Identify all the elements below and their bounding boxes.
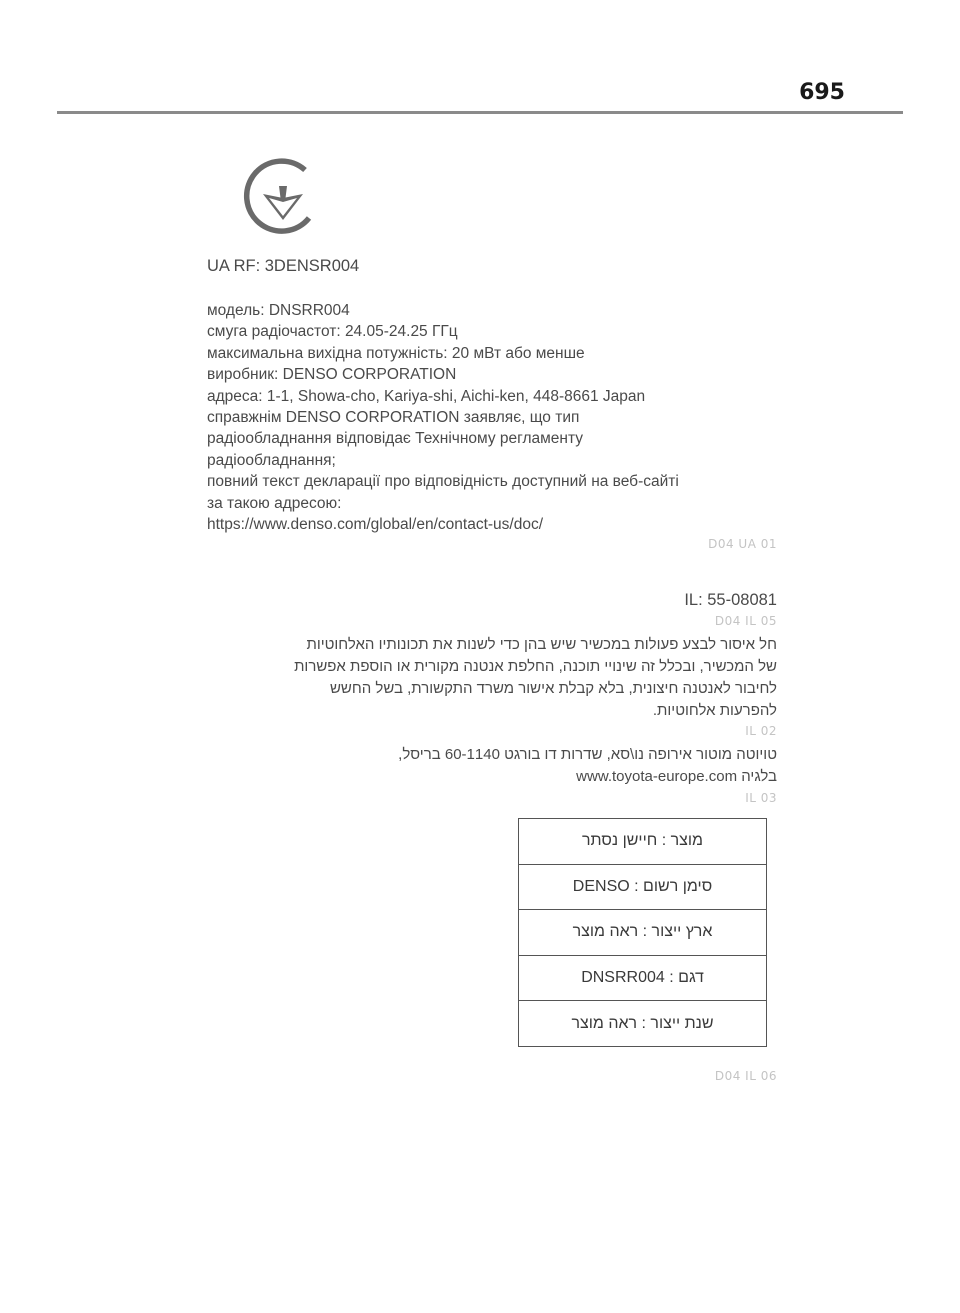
il-notice-line: להפרעות אלחוטיות.	[652, 702, 777, 719]
il-notice-line: לחיבור לאנטנה חיצונית, בלא קבלת אישור משרד התקשורת, בשל החשש	[329, 680, 777, 697]
toyota-address-line: בלגיה www.toyota-europe.com	[576, 768, 777, 785]
section-code-il03: IL 03	[745, 791, 777, 805]
header-rule	[57, 111, 903, 114]
ua-line: максимальна вихідна потужність: 20 мВт або менше	[207, 344, 585, 362]
section-code-ua01: D04 UA 01	[708, 537, 777, 551]
ua-line: повний текст декларації про відповідність доступний на веб-сайті	[207, 473, 679, 491]
product-info-table	[518, 818, 767, 1047]
ukrainian-conformity-mark-icon	[243, 156, 323, 236]
ua-declaration	[207, 300, 807, 535]
table-row: ארץ ייצור : ראה מוצר	[519, 910, 766, 956]
ua-line: https://www.denso.com/global/en/contact-us/doc/	[207, 516, 544, 534]
il-number: IL: 55-08081	[684, 591, 777, 609]
table-row: מוצר : חיישן נסתר	[519, 819, 766, 865]
ua-line: радіообладнання;	[207, 451, 336, 469]
il-notice	[197, 634, 777, 722]
ua-line: модель: DNSRR004	[207, 302, 350, 319]
page-number: 695	[799, 80, 845, 105]
section-code-il05: D04 IL 05	[714, 614, 777, 628]
table-row: שנת ייצור : ראה מוצר	[571, 1015, 714, 1033]
il-notice-line: חל איסור לבצע פעולות במכשיר שיש בהן כדי לשנות את תכונותיו האלחוטיות	[306, 636, 777, 653]
table-row: סימן רשום : DENSO	[519, 865, 766, 911]
ua-line: адреса: 1-1, Showa-cho, Kariya-shi, Aichi-ken, 448-8661 Japan	[207, 387, 646, 405]
ua-line: виробник: DENSO CORPORATION	[207, 366, 457, 384]
toyota-address	[177, 744, 777, 788]
il-notice-line: של המכשיר, ובכלל זה שינויי תוכנה, החלפת אנטנה מקורית או הוספת אפשרות	[294, 658, 777, 675]
ua-line: смуга радіочастот: 24.05-24.25 ГГц	[207, 323, 458, 341]
section-code-il06: D04 IL 06	[714, 1069, 777, 1083]
ua-line: за такою адресою:	[207, 494, 342, 512]
toyota-address-line: טויוטה מוטור אירופה נו\סא, שדרות דו בורגט 60-1140 בריסל,	[398, 746, 777, 763]
ua-rf-code: UA RF: 3DENSR004	[207, 257, 360, 275]
ua-line: справжнім DENSO CORPORATION заявляє, що тип	[207, 409, 580, 427]
table-row: דגם : DNSRR004	[519, 956, 766, 1002]
ua-line: радіообладнання відповідає Технічному регламенту	[207, 430, 584, 448]
section-code-il02: IL 02	[745, 724, 777, 738]
